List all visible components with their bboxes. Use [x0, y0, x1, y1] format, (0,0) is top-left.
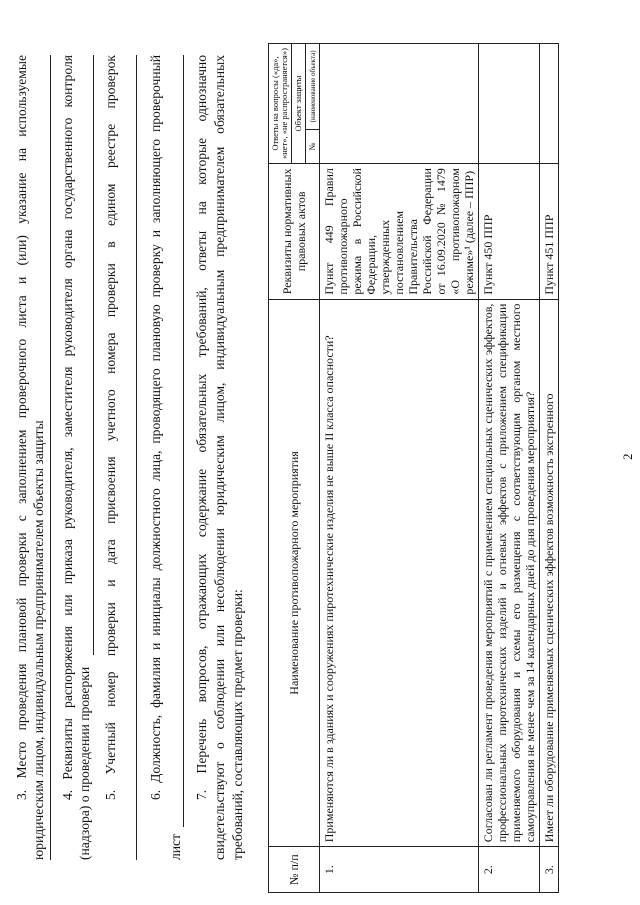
- table-row: [540, 44, 559, 893]
- item-7-line-3: требований, составляющих предмет проверки:: [230, 589, 245, 860]
- header-num: № п/п: [269, 847, 320, 893]
- requirements-table: [268, 43, 559, 893]
- table-row: [479, 44, 540, 893]
- header-name: Наименование противопожарного мероприятия: [269, 299, 320, 847]
- header-object-name: (наименование объекта): [306, 44, 320, 130]
- item-6-line-1: 6. Должность, фамилия и инициалы должностного лица, проводящего плановую проверку и заполняющего проверочный: [148, 55, 163, 800]
- row-answer: [479, 44, 540, 164]
- row-num: 3.: [540, 847, 559, 893]
- item-3-line-2: юридическим лицом, индивидуальным предпринимателем объекты защиты: [31, 420, 46, 860]
- table-header-row: [269, 44, 292, 893]
- fill-line-5: [136, 55, 137, 860]
- item-4-line-1: 4. Реквизиты распоряжения или приказа руководителя, заместителя руководителя органа государственного контроля: [60, 55, 75, 800]
- row-acts: Пункт 450 ППР: [479, 164, 540, 300]
- page-number: 2: [620, 453, 635, 460]
- fill-line-4: [93, 55, 94, 655]
- table-row: [320, 44, 479, 893]
- header-acts: Реквизиты нормативных правовых актов: [269, 164, 320, 300]
- item-5-line: 5. Учетный номер проверки и дата присвоения учетного номера проверки в едином реестре проверок: [103, 55, 118, 800]
- row-num: 2.: [479, 847, 540, 893]
- row-answer: [540, 44, 559, 164]
- item-3-line-1: 3. Место проведения плановой проверки с заполнением проверочного листа и (или) указание на используемые: [14, 55, 29, 800]
- row-acts: Пункт 449 Правил противопожарного режима в Российской Федерации, утвержденных постановлением Правительства Российской Федерации от 16.09.2020 № 1479 «О противопожарном режиме»¹ (далее – ППР): [320, 164, 479, 300]
- item-7-line-1: 7. Перечень вопросов, отражающих содержание обязательных требований, ответы на которые однозначно: [194, 55, 209, 800]
- header-answers: Ответы на вопросы («да», «нет», «не распространяется»): [269, 44, 292, 164]
- item-6-line-2: лист: [168, 833, 183, 860]
- header-object-title: Объект защиты: [292, 44, 306, 164]
- row-answer: [320, 44, 479, 164]
- fill-line-6: [183, 55, 184, 827]
- row-name: Применяются ли в зданиях и сооружениях пиротехнические изделия не выше II класса опасности?: [320, 299, 479, 847]
- item-7-line-2: свидетельствуют о соблюдении или несоблюдении юридическим лицом, индивидуальным предпринимателем обязательных: [212, 55, 227, 860]
- row-acts: Пункт 451 ППР: [540, 164, 559, 300]
- row-name: Имеет ли оборудование применяемых сценических эффектов возможность экстренного: [540, 299, 559, 847]
- row-num: 1.: [320, 847, 479, 893]
- row-name: Согласован ли регламент проведения мероприятий с применением специальных сценических эффектов, профессиональных пиротехнических изделий и огневых эффектов с приложением спецификации применяемого оборудования и схемы его размещения с соответствующим органом местного самоуправления не менее чем за 14 календарных дней до дня проведения мероприятия?: [479, 299, 540, 847]
- fill-line-3: [50, 55, 51, 860]
- item-4-line-2: (надзора) о проведении проверки: [77, 666, 92, 860]
- header-object-num: №: [306, 129, 320, 163]
